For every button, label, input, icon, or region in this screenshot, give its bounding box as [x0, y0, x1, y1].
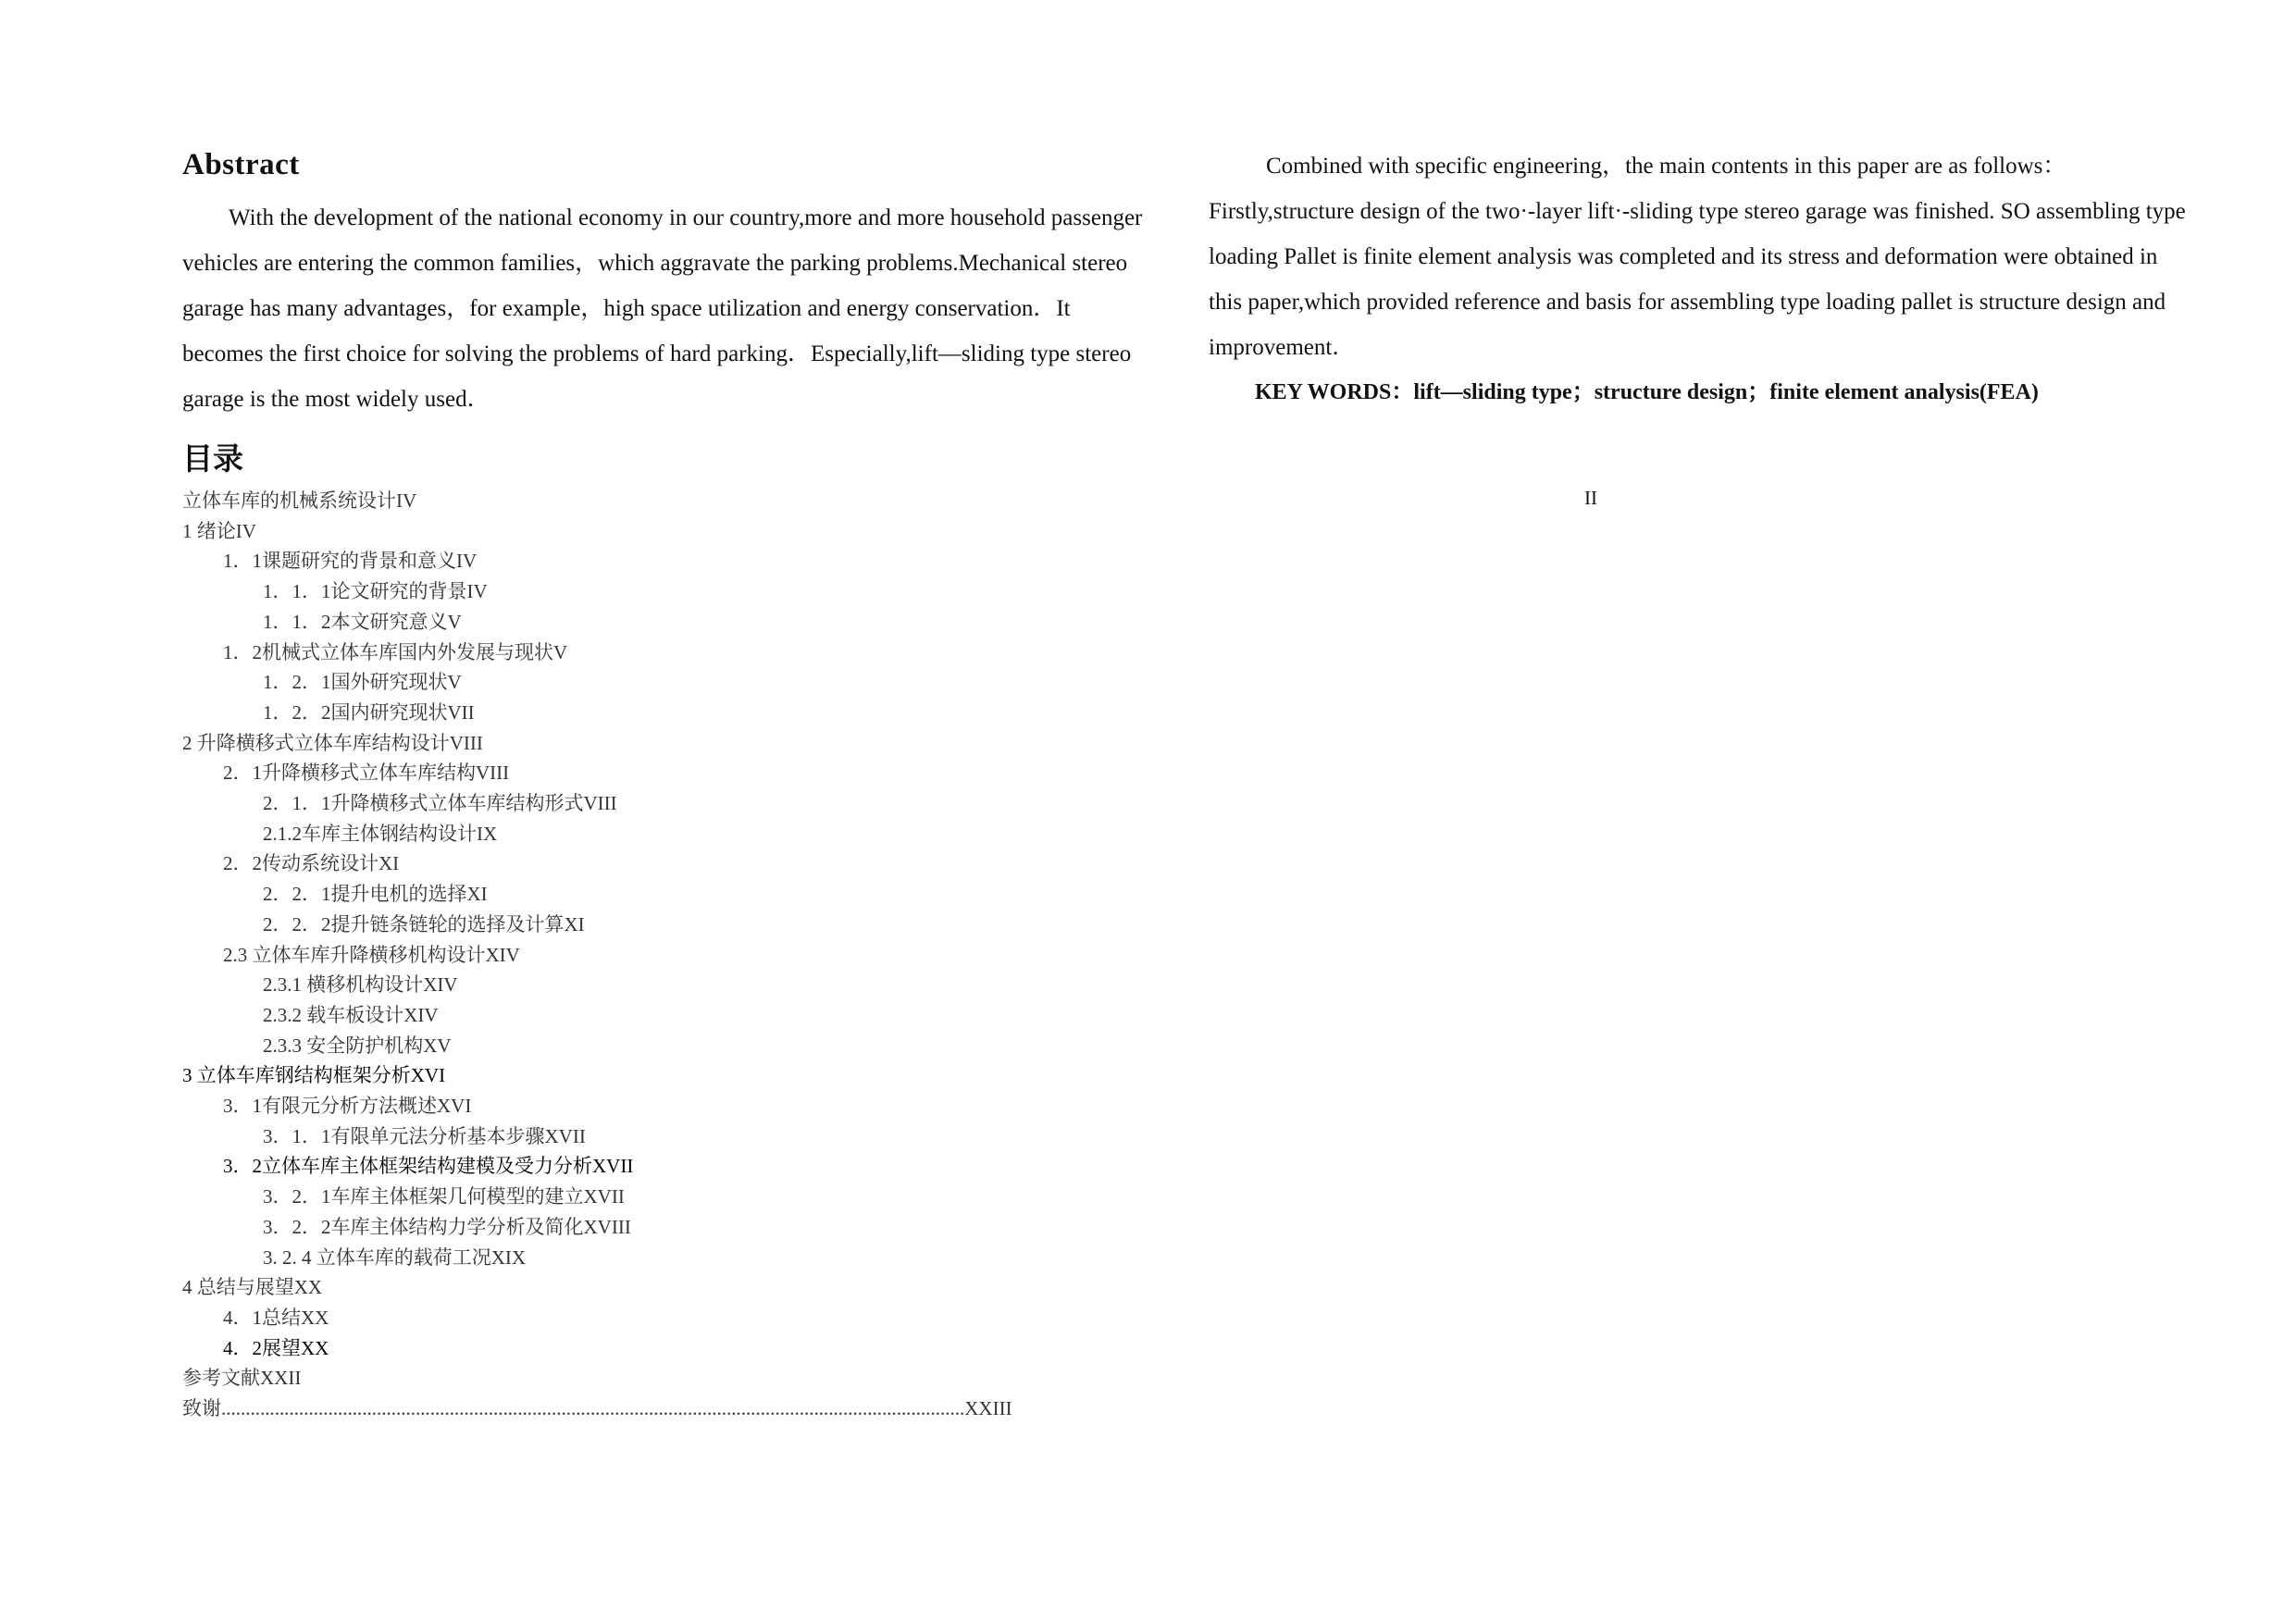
page-number: II: [1584, 487, 1597, 509]
toc-entry[interactable]: 2．2．2提升链条链轮的选择及计算XI: [263, 912, 585, 935]
table-of-contents: [182, 486, 1145, 1424]
right-column: [1209, 143, 2190, 415]
toc-entry[interactable]: 4 总结与展望XX: [182, 1276, 323, 1299]
toc-entry[interactable]: 1．2机械式立体车库国内外发展与现状V: [223, 640, 568, 663]
toc-entry[interactable]: 4．2展望XX: [223, 1336, 329, 1359]
toc-entry[interactable]: 3．2．1车库主体框架几何模型的建立XVII: [263, 1185, 625, 1208]
toc-entry[interactable]: 立体车库的机械系统设计IV: [182, 489, 417, 512]
toc-entry[interactable]: 3. 2. 4 立体车库的载荷工况XIX: [263, 1245, 527, 1269]
toc-entry[interactable]: 4．1总结XX: [223, 1306, 329, 1329]
toc-entry[interactable]: 3．2立体车库主体框架结构建模及受力分析XVII: [223, 1155, 634, 1178]
toc-entry[interactable]: 1 绪论IV: [182, 519, 256, 542]
toc-entry[interactable]: 2.3 立体车库升降横移机构设计XIV: [223, 943, 520, 966]
toc-entry[interactable]: 2 升降横移式立体车库结构设计VIII: [182, 731, 483, 754]
abstract-heading: Abstract: [182, 148, 300, 181]
toc-heading: 目录: [182, 440, 243, 477]
toc-entry[interactable]: 1．1．2本文研究意义V: [263, 610, 462, 633]
toc-entry[interactable]: 2.3.2 载车板设计XIV: [263, 1003, 439, 1026]
toc-entry[interactable]: 致谢.........................................................................................................................................................XXIII: [182, 1397, 1012, 1420]
abstract-text: With the development of the national economy in our country,more and more household passenger vehicles are entering the common families，which aggravate the parking problems.Mechanical stereo garage has many advantages，for example，high space utilization and energy conservation．It becomes the first choice for solving the problems of hard parking．Especially,lift—sliding type stereo garage is the most widely used．: [182, 205, 1143, 412]
toc-entry[interactable]: 2．2传动系统设计XI: [223, 852, 400, 875]
toc-entry[interactable]: 1．2．2国内研究现状VII: [263, 700, 475, 724]
toc-entry[interactable]: 2.3.1 横移机构设计XIV: [263, 973, 458, 997]
contents-body: [1209, 143, 2190, 370]
contents-text: Combined with specific engineering，the main contents in this paper are as follows：Firstly,structure design of the two·-layer lift·-sliding type stereo garage was finished. SO assembling type loading Pallet is finite element analysis was completed and its stress and deformation were obtained in this paper,which provided reference and basis for assembling type loading pallet is structure design and improvement．: [1209, 154, 2186, 360]
toc-entry[interactable]: 2．2．1提升电机的选择XI: [263, 883, 488, 906]
keywords-line: KEY WORDS：lift—sliding type；structure design；finite element analysis(FEA): [1255, 380, 2039, 404]
toc-entry[interactable]: 2.3.3 安全防护机构XV: [263, 1034, 452, 1057]
toc-entry[interactable]: 1．2．1国外研究现状V: [263, 671, 462, 694]
toc-entry[interactable]: 1．1．1论文研究的背景IV: [263, 580, 488, 603]
abstract-body: [182, 195, 1145, 422]
toc-entry[interactable]: 2.1.2车库主体钢结构设计IX: [263, 822, 498, 845]
toc-entry[interactable]: 2．1升降横移式立体车库结构VIII: [223, 762, 510, 785]
toc-entry[interactable]: 参考文献XXII: [182, 1367, 302, 1390]
left-column: [182, 148, 1145, 1424]
toc-entry[interactable]: 2．1．1升降横移式立体车库结构形式VIII: [263, 792, 617, 815]
toc-entry[interactable]: 1．1课题研究的背景和意义IV: [223, 550, 478, 573]
toc-entry[interactable]: 3 立体车库钢结构框架分析XVI: [182, 1064, 446, 1087]
toc-entry[interactable]: 3．1有限元分析方法概述XVI: [223, 1095, 472, 1118]
toc-entry[interactable]: 3．1．1有限单元法分析基本步骤XVII: [263, 1124, 586, 1147]
toc-entry[interactable]: 3．2．2车库主体结构力学分析及简化XVIII: [263, 1215, 631, 1238]
